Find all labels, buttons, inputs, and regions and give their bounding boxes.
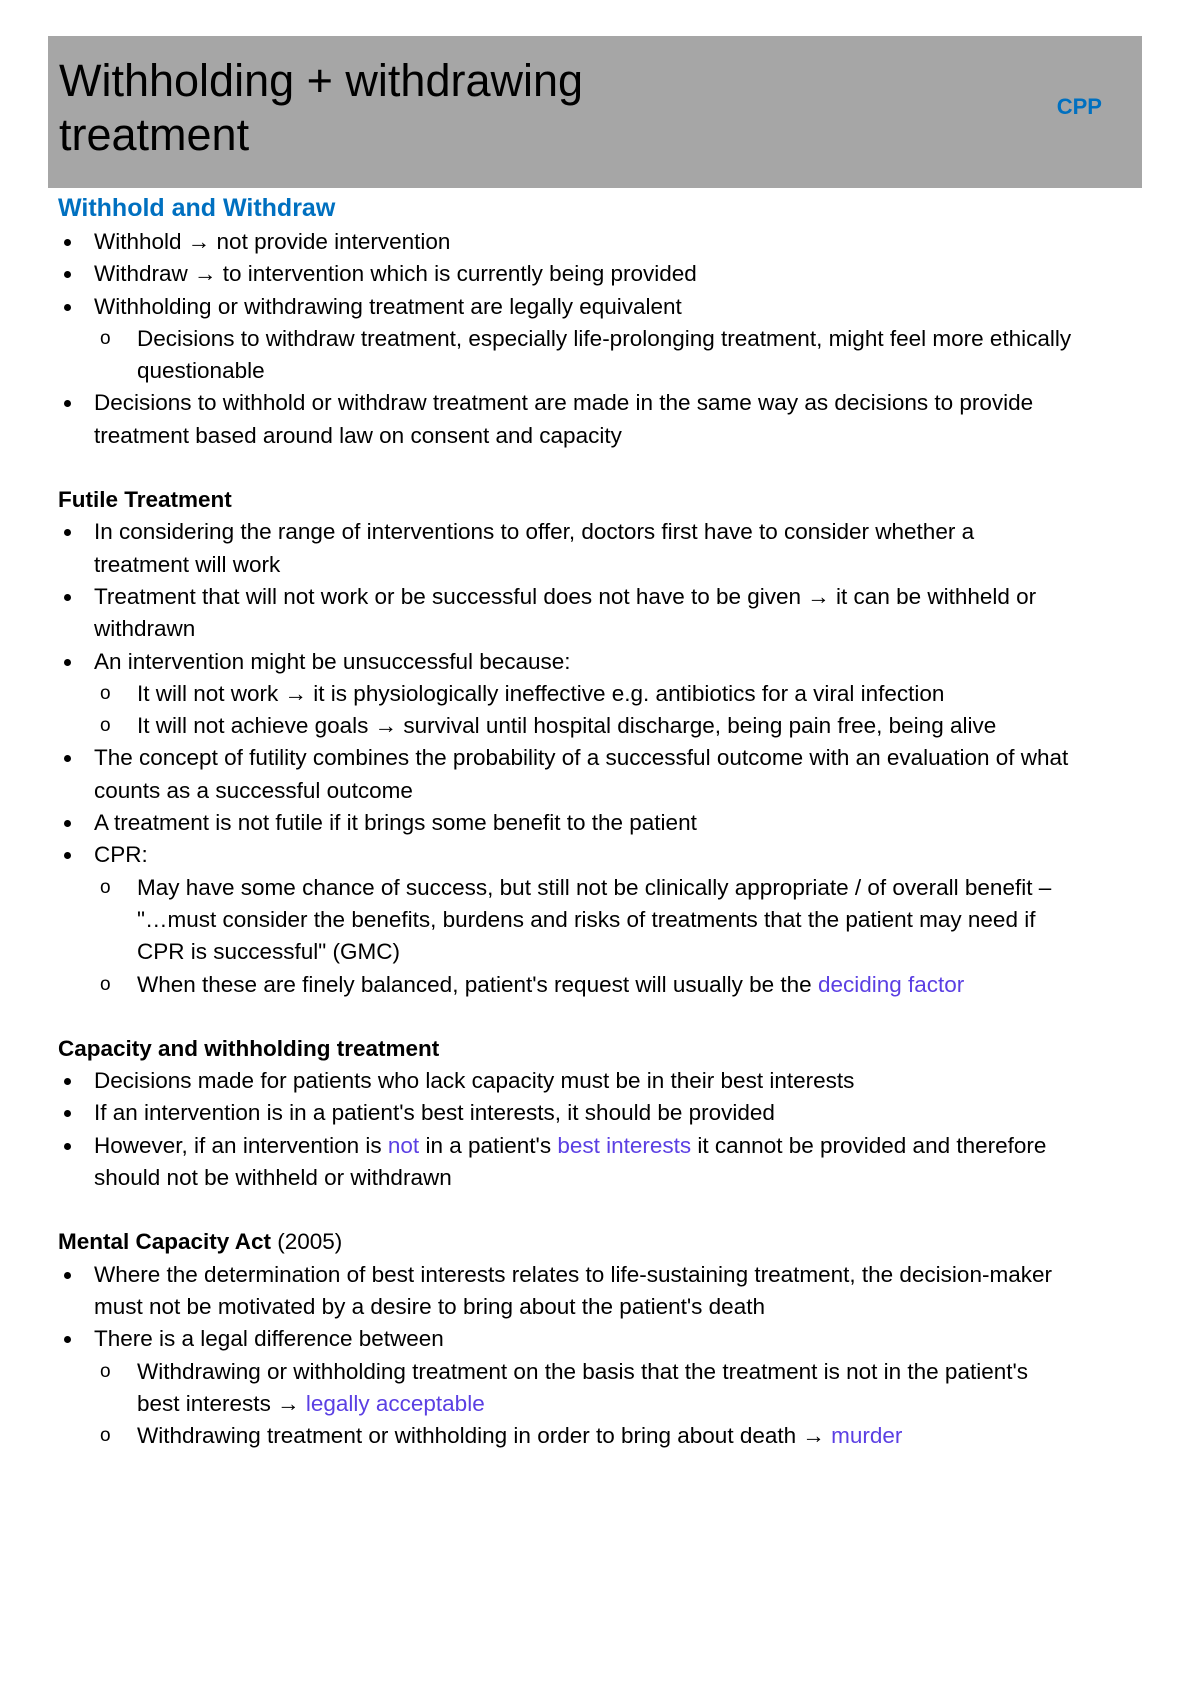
list-item: If an intervention is in a patient's best interests, it should be provided (58, 1097, 1158, 1129)
list-item-cont: counts as a successful outcome (94, 777, 413, 803)
list-item: Where the determination of best interests relates to life-sustaining treatment, the decision-maker (58, 1259, 1158, 1291)
sub-list-item: o When these are finely balanced, patient's request will usually be the deciding factor (58, 969, 1158, 1001)
arrow-icon: → (807, 583, 830, 609)
page-title: Withholding + withdrawing treatment (59, 55, 584, 160)
highlight-deciding-factor: deciding factor (817, 971, 965, 997)
list-item: Decisions made for patients who lack capacity must be in their best interests (58, 1065, 1158, 1097)
list-item: In considering the range of interventions to offer, doctors first have to consider whether a (58, 516, 1158, 548)
arrow-icon: → (187, 229, 211, 254)
sub-list-item: o Withdrawing treatment or withholding in order to bring about death → murder (58, 1420, 1158, 1452)
list-item: An intervention might be unsuccessful because: (58, 646, 1158, 678)
list-item: The concept of futility combines the probability of a successful outcome with an evaluation of what (58, 742, 1158, 774)
list-item: Withhold → not provide intervention (58, 226, 1158, 258)
list-item: There is a legal difference between (58, 1323, 1158, 1355)
sub-list-item-cont: CPR is successful" (GMC) (137, 939, 401, 965)
sub-list-item: o May have some chance of success, but still not be clinically appropriate / of overall benefit – (58, 872, 1158, 904)
list-item: Decisions to withhold or withdraw treatment are made in the same way as decisions to provide (58, 387, 1158, 419)
section-heading-capacity: Capacity and withholding treatment (58, 1035, 440, 1061)
sub-list-item-cont: "…must consider the benefits, burdens and risks of treatments that the patient may need if (137, 906, 1036, 932)
sub-list-item: o It will not work → it is physiologically ineffective e.g. antibiotics for a viral infection (58, 678, 1158, 710)
document-body (58, 190, 1158, 1452)
list-item: Withdraw → to intervention which is currently being provided (58, 258, 1158, 290)
highlight-best-interests: best interests (557, 1132, 692, 1158)
section-heading-withhold-withdraw: Withhold and Withdraw (58, 194, 336, 222)
highlight-legally-acceptable: legally acceptable (305, 1390, 485, 1416)
arrow-icon: → (802, 1423, 825, 1449)
arrow-icon: → (374, 713, 398, 739)
list-item: Treatment that will not work or be successful does not have to be given → it can be withheld or (58, 581, 1158, 613)
list-item-cont: treatment based around law on consent and capacity (94, 422, 622, 448)
list-item: Withholding or withdrawing treatment are legally equivalent (58, 291, 1158, 323)
sub-list-item: o Decisions to withdraw treatment, especially life-prolonging treatment, might feel more ethically (58, 323, 1158, 355)
list-item-cont: withdrawn (94, 616, 196, 642)
list-item: A treatment is not futile if it brings some benefit to the patient (58, 807, 1158, 839)
highlight-murder: murder (831, 1423, 903, 1449)
sub-list-item-cont: best interests → legally acceptable (137, 1390, 485, 1416)
arrow-icon: → (284, 680, 308, 706)
sub-list-item: o Withdrawing or withholding treatment on the basis that the treatment is not in the patient's (58, 1356, 1158, 1388)
course-tag: CPP (1056, 94, 1102, 119)
title-banner (48, 36, 1142, 188)
section-heading-futile-treatment: Futile Treatment (58, 487, 232, 513)
highlight-not: not (387, 1132, 420, 1158)
list-item-cont: treatment will work (94, 551, 281, 577)
list-item-cont: should not be withheld or withdrawn (94, 1165, 452, 1191)
sub-list-item: o It will not achieve goals → survival until hospital discharge, being pain free, being alive (58, 710, 1158, 742)
list-item-cont: must not be motivated by a desire to bring about the patient's death (94, 1293, 765, 1319)
list-item: However, if an intervention is not in a patient's best interests it cannot be provided and therefore (58, 1130, 1158, 1162)
arrow-icon: → (194, 261, 217, 287)
sub-list-item-cont: questionable (137, 358, 265, 384)
arrow-icon: → (277, 1390, 300, 1416)
list-item: CPR: (58, 839, 1158, 871)
section-heading-mental-capacity-act: Mental Capacity Act (2005) (58, 1229, 343, 1255)
